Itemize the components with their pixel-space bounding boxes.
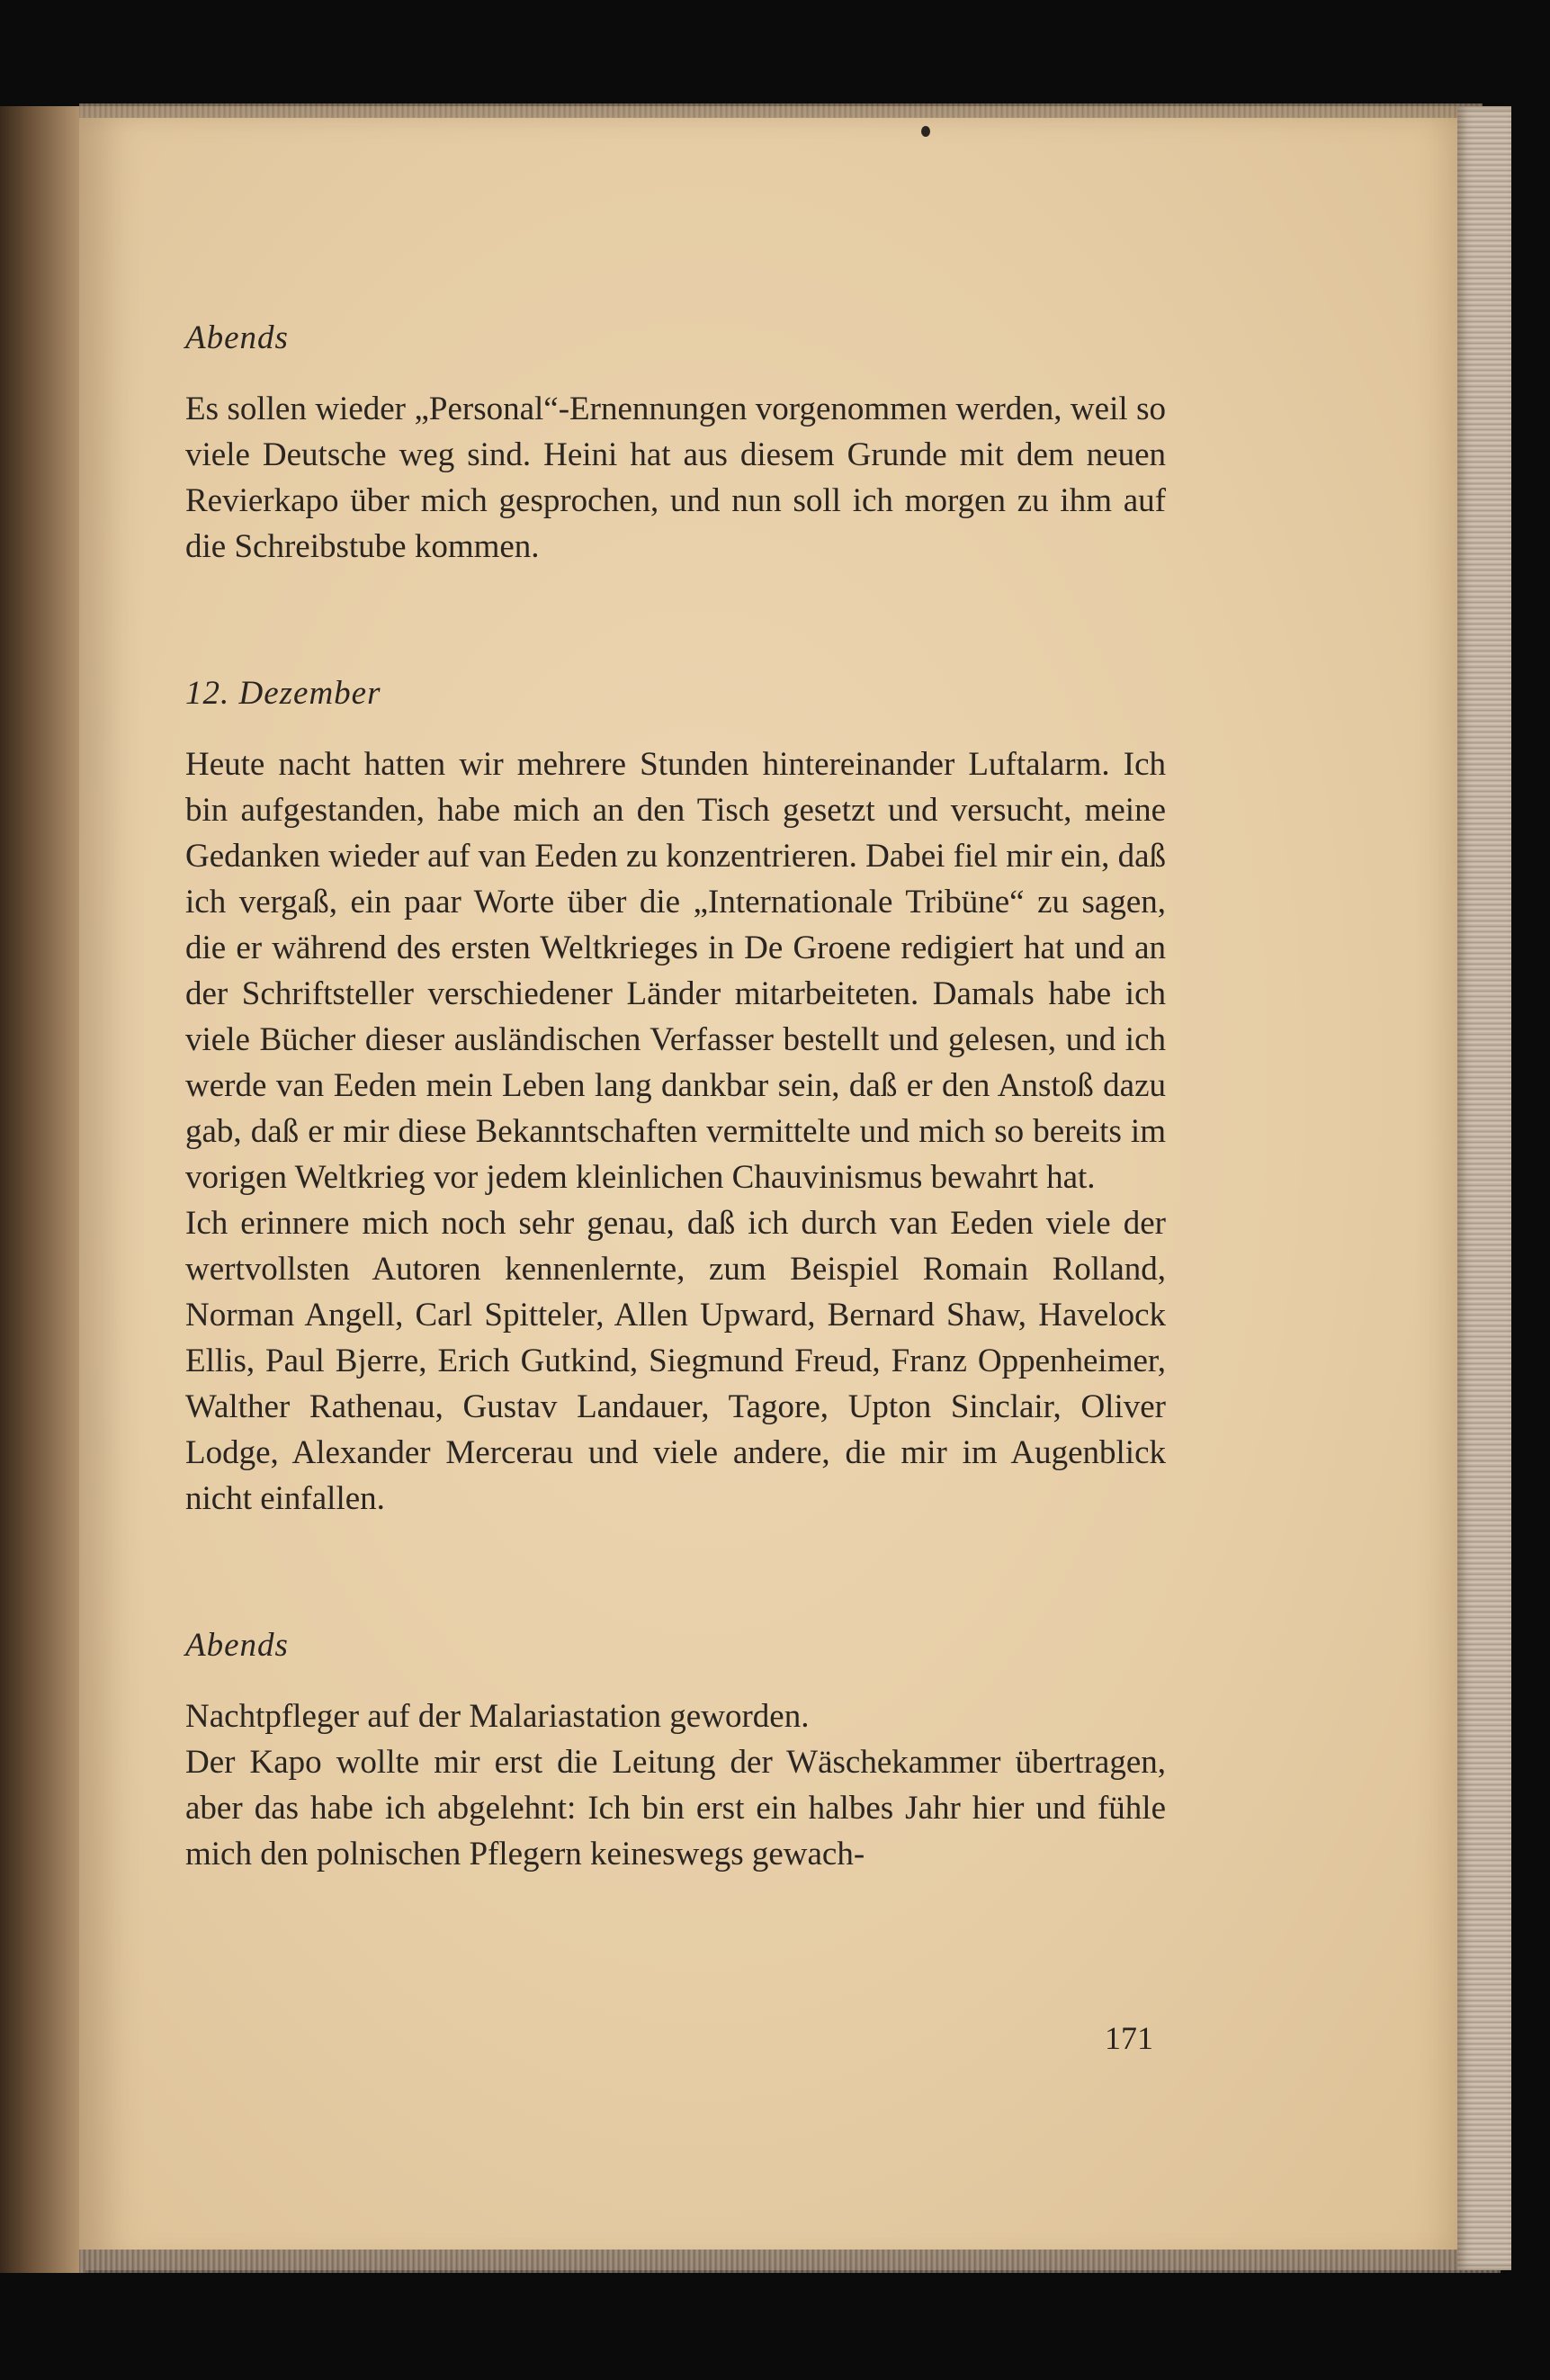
page-text [185,315,1166,1877]
paragraph: Heute nacht hatten wir mehrere Stunden hintereinander Luftalarm. Ich bin aufgestanden, habe mich an den Tisch gesetzt und versucht, meine Gedanken wieder auf van Eeden zu konzentrieren. Dabei fiel mir ein, daß ich vergaß, ein paar Worte über die „Internationale Tribüne“ zu sagen, die er während des ersten Weltkrieges in De Groene redigiert hat und an der Schriftsteller verschiedener Länder mitarbeiteten. Damals habe ich viele Bücher dieser ausländischen Verfasser bestellt und gelesen, und ich werde van Eeden mein Leben lang dankbar sein, daß er den Anstoß dazu gab, daß er mir diese Bekanntschaften vermittelte und mich so bereits im vorigen Weltkrieg vor jedem kleinlichen Chauvinismus bewahrt hat. [185,746,1166,1196]
page-top-edge [79,103,1483,118]
section-heading-date: 12. Dezember [185,675,381,712]
book-spine-edge [0,106,85,2273]
ink-dot [921,126,930,137]
book-cover-edge [1457,106,1511,2270]
page-bottom-edge [79,2250,1501,2273]
page-number: 171 [1105,2020,1153,2056]
paragraph: Es sollen wieder „Personal“-Ernennungen vorgenommen werden, weil so viele Deutsche weg sind. Heini hat aus diesem Grunde mit dem neuen Revierkapo über mich gesprochen, und nun soll ich morgen zu ihm auf die Schreibstube kommen. [185,391,1166,565]
paragraph: Der Kapo wollte mir erst die Leitung der Wäschekammer übertragen, aber das habe ich abgelehnt: Ich bin erst ein halbes Jahr hier und fühle mich den polnischen Pflegern keineswegs gewach- [185,1744,1166,1873]
paragraph: Nachtpfleger auf der Malariastation geworden. [185,1698,810,1735]
section-heading-abends: Abends [185,1627,289,1664]
section-heading-abends: Abends [185,319,289,356]
paragraph: Ich erinnere mich noch sehr genau, daß ich durch van Eeden viele der wertvollsten Autoren kennenlernte, zum Beispiel Romain Rolland, Norman Angell, Carl Spitteler, Allen Upward, Bernard Shaw, Havelock Ellis, Paul Bjerre, Erich Gutkind, Siegmund Freud, Franz Oppenheimer, Walther Rathenau, Gustav Landauer, Tagore, Upton Sinclair, Oliver Lodge, Alexander Mercerau und viele andere, die mir im Augenblick nicht einfallen. [185,1205,1166,1517]
